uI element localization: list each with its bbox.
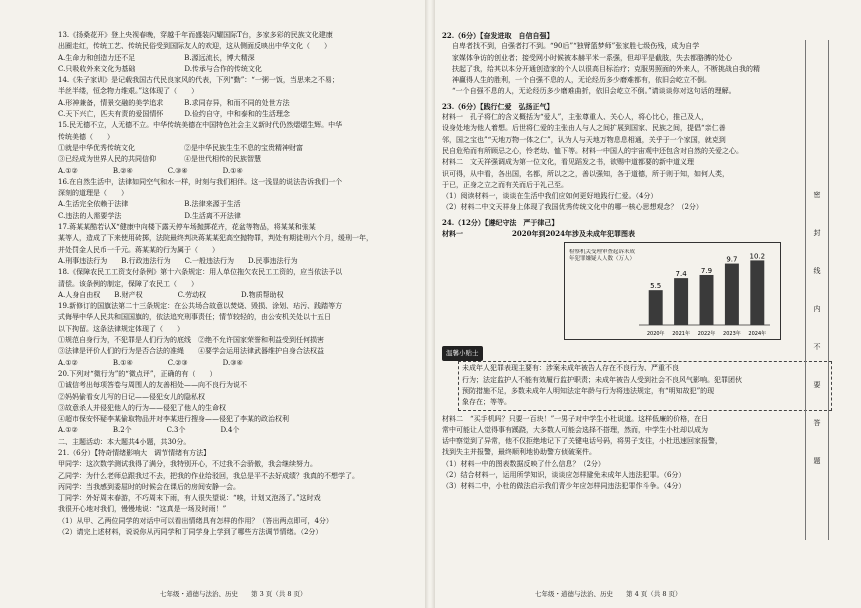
leftcol-line: ①诚信考出每项答卷与周围人的友善相处——向不良行为说不 — [58, 381, 247, 390]
q23-heading: 23.（6分）【践行仁爱 弘扬正气】 — [442, 101, 554, 111]
q24-subquestions — [442, 459, 832, 493]
leftcol-line: 18.《保障农民工工资支付条例》第十六条规定：用人单位拖欠农民工工资的，应当依法予以 — [58, 268, 343, 277]
seal-char: 内 — [813, 305, 821, 313]
leftcol-line: 我很开心地对我们，慢慢地说：“这真是一场及时雨！” — [58, 505, 227, 514]
leftcol-line: 丙同学：当我感到委屈时的时候会在课后的房间安静一会。 — [58, 482, 240, 491]
leftcol-line: ①就是中华优秀传统文化 ②是中华民族生生不息的宝贵精神财富 — [58, 143, 303, 152]
leftcol-line: 深刻的道理是（ ） — [58, 189, 128, 198]
chart-category-label: 2023年 — [723, 331, 741, 338]
chart-category-label: 2024年 — [748, 331, 767, 338]
leftcol-line: 14.《朱子家训》是记载我国古代民良家风的代表，下列“勤”：“一粥一饭，当思来之不易； — [58, 76, 339, 85]
q24sub-line: （2）结合材料一，运用所学知识，谈谈应怎样避免未成年人违法犯罪。（6分） — [442, 471, 686, 480]
q24sub-line: （3）材料二中，小杜的做法启示我们青少年应怎样同违法犯罪作斗争。（4分） — [442, 482, 686, 491]
q22-line: 自卑者找不到，自强者打不到。“90后”“独臂篮梦师”张家胜七级伤残，成为自学 — [452, 42, 700, 51]
chart-frame — [564, 242, 781, 340]
q23-line: 材料二 文天祥强调成为第一位文化，看见蹈发之书，欲赐中道都要的新中道义理 — [442, 158, 694, 167]
leftcol-line: A.生活完全依赖于法律 B.法律来源于生活 — [58, 200, 241, 209]
leftcol-line: 出圈走红，传统工艺、传统民俗受到国际友人的欢迎，这从侧面反映出中华文化（ ） — [58, 42, 331, 51]
seal-char: 封 — [813, 229, 821, 237]
leftcol-line: 传统美德（ ） — [58, 132, 114, 141]
leftcol-line: 二、主题活动：本大题共4小题，共30分。 — [58, 437, 191, 446]
leftcol-line: A.刑事违法行为 B.行政违法行为 C.一般违法行为 D.民事违法行为 — [58, 256, 298, 265]
leftcol-line: C.违法的人需要学法 D.生活离不开法律 — [58, 211, 241, 220]
leftcol-line: （2）请完上述材料，说说你从丙同学和丁同学身上学到了哪些方法调节情绪。（2分） — [58, 528, 323, 537]
m2-line: 找到失主并报警，最终顺利地协助警方侦破案件。 — [442, 448, 596, 457]
right-footer: 七年级・道德与法治、历史 第 4 页（共 8 页） — [535, 590, 682, 598]
chart-y-label: 检察机关受理审查起诉未成年犯罪嫌疑人人数（万人） — [569, 249, 636, 263]
q22-line: 家媒体争访的创业者；接受网小时候被本赫平米一系强，但却平是截肢，失去都胳膊的处心 — [452, 53, 732, 62]
leftcol-line: ③已经成为世界人民的共同信仰 ④是世代相传的民族智慧 — [58, 155, 261, 164]
seal-char: 线 — [813, 267, 821, 275]
m2-line: 材料二 “买手机吗？只要一百块！”一男子对中学生小杜说道。这样低廉的价格，在日 — [442, 414, 709, 423]
leftcol-line: 清偿。该条例的制定，保障了农民工（ ） — [58, 279, 198, 288]
tip-badge: 温馨小贴士 — [442, 346, 483, 361]
leftcol-line: 19.新修订的国旗法第二十三条规定：在公共场合故意以焚烧、毁损、涂划、玷污、践踏等方 — [58, 302, 343, 311]
leftcol-line: A.形神兼备，情景交融的美学追求 B.求同存异，和而不同的处世方法 — [58, 98, 290, 107]
q23-line: 于已，正身之立之而有关而后于礼己至。 — [442, 180, 568, 189]
tip-line: 未成年人犯罪表现主要有：涉案未成年被告人存在不良行为、严重不良 — [462, 364, 679, 373]
q23sub-line: （2）材料二中文天祥身上体现了我国优秀传统文化中的哪一核心思想观念？（2分） — [442, 203, 703, 212]
chart-data-label: 5.5 — [650, 282, 662, 291]
leftcol-line: 半丝半缕，恒念物力维艰。”这体现了（ ） — [58, 87, 199, 96]
left-column — [58, 30, 423, 538]
chart-title: 2020年到2024年涉及未成年犯罪图表 — [512, 229, 635, 239]
left-footer: 七年级・道德与法治、历史 第 3 页（共 8 页） — [160, 590, 307, 598]
chart-data-label: 10.2 — [749, 252, 766, 261]
q23sub-line: （1）阅读材料一，谈谈在生活中我们应如何更好地践行仁爱。（4分） — [442, 192, 658, 201]
q23-material — [442, 112, 832, 191]
bar-chart — [565, 243, 780, 339]
right-page — [430, 0, 861, 608]
tip-line: 预防措施不足，多数未成年人明知法定年龄与行为将违法规定，有“明知故犯”的现 — [462, 386, 715, 395]
leftcol-line: A.①② B.2个 C.3个 D.4个 — [58, 426, 240, 435]
leftcol-line: ②妈妈偷看女儿写的日记——侵犯女儿的隐私权 — [58, 392, 205, 401]
chart-material-label: 材料一 — [442, 229, 463, 239]
m2-line: 常中可能让人觉得事有蹊跷，大多数人可能会选择不搭理，然而，中学生小杜却以成为 — [442, 425, 708, 434]
m2-line: 话中察觉到了异常，他不仅拒绝地记下了关键电话号码，将男子支往，小杜迅速回家报警， — [442, 437, 722, 446]
tip-line: 象存在；等等。 — [462, 398, 511, 407]
q24-chart — [442, 228, 832, 346]
leftcol-line: ③法律是评价人们的行为是否合法的准绳 ④要学会运用法律武器维护自身合法权益 — [58, 347, 324, 356]
chart-data-label: 7.9 — [700, 267, 713, 276]
q24-heading: 24.（12分）【遵纪守法 严于律己】 — [442, 217, 559, 227]
seal-line-strip — [805, 40, 829, 540]
chart-bar — [725, 264, 739, 325]
q22-heading: 22.（6分）【奋发进取 自信自强】 — [442, 31, 554, 40]
leftcol-line: 乙同学：为什么老师总跟我过不去，把我的作业给驳回，我总是平不去好成绩？我真的不想学了。 — [58, 471, 359, 480]
leftcol-line: ④超市保安怀疑李某偷取物品并对李某进行搜身——侵犯了李某的政治权利 — [58, 415, 289, 424]
leftcol-line: C.天下兴亡，匹夫有责的爱国情怀 D.俭约自守，中和泰和的生活理念 — [58, 110, 290, 119]
q22-line: 扶起了我，给其以本分开通创造家的个人以很高目标治疗；克服男照面的外来人，不断挑战自我的精 — [452, 64, 760, 73]
chart-category-label: 2020年 — [646, 331, 665, 338]
seal-char: 密 — [813, 191, 821, 199]
q22-material — [442, 41, 832, 86]
chart-bar — [750, 260, 764, 325]
chart-category-label: 2022年 — [697, 331, 716, 338]
leftcol-line: 以下拘留。这条法律规定体现了（ ） — [58, 324, 184, 333]
leftcol-line: 某等人，造成了下来使用砖掷，法院最终判决蒋某某犯高空抛物罪，判处有期徒刑六个月，缓刑一年， — [58, 234, 373, 243]
leftcol-line: 13.《扬桑花开》登上央视春晚，穿越千年而盛装闪耀国际T台，多家多彩的民族文化建康 — [58, 31, 333, 39]
seal-char: 要 — [813, 381, 821, 389]
chart-data-label: 7.4 — [675, 270, 687, 279]
chart-bar — [649, 290, 663, 325]
chart-bar — [674, 278, 688, 325]
q23-line: 民自危殆而有所顾忌之心，怜老幼、恤下等。材料一中国人的宇宙观中还包含对自然的关爱之心。 — [442, 146, 743, 155]
material-two — [442, 414, 832, 459]
leftcol-line: 20.下列对“微行为”的“微点评”，正确的有（ ） — [58, 369, 217, 378]
q23-subquestions — [442, 191, 832, 214]
q22-question: “一个自强不息的人，无论经历多少磨难曲折，依旧会屹立不倒。”请谈谈你对这句话的理解。 — [452, 87, 736, 96]
leftcol-line: ③故意杀人并侵犯他人的行为——侵犯了他人的生命权 — [58, 403, 226, 412]
leftcol-line: 式侮辱中华人民共和国国旗的，依法追究刑事责任；情节较轻的，由公安机关处以十五日 — [58, 313, 331, 322]
q23-line: 邻，国之宝也”“天地万物一体之仁”，认为人与天地万物息息相通，关乎于一个家国，就克到 — [442, 135, 726, 144]
chart-bar — [700, 275, 714, 325]
chart-category-label: 2021年 — [672, 331, 690, 338]
leftcol-line: （1）从甲、乙两位同学的对话中可以看出情绪具有怎样的作用？（答出两点即可，4分） — [58, 516, 333, 525]
seal-char: 题 — [813, 457, 821, 465]
seal-char: 不 — [813, 343, 821, 351]
q23-line: 设身处地为他人着想。后世将仁爱的主张由人与人之间扩展到国家、民族之间，提倡“亲仁善 — [442, 124, 726, 133]
tip-header — [442, 346, 832, 361]
leftcol-line: 17.蒋某某酷若认X“健康中向楼下露天停车场抛掷花卉，花盆等物品，将某某和张某 — [58, 223, 316, 232]
right-column — [442, 30, 832, 493]
q23-line: 材料一 孔子将仁的含义概括为“爱人”，主张尊重人、关心人，将心比心，推己及人， — [442, 113, 709, 122]
tip-box — [458, 361, 832, 410]
leftcol-line: A.①② B.①④ C.②③ D.③④ — [58, 358, 243, 367]
leftcol-line: A.人身自由权 B.财产权 C.劳动权 D.物质帮助权 — [58, 290, 284, 299]
leftcol-line: A.生命力和创造力还不足 B.源远流长，博大精深 — [58, 53, 255, 62]
chart-data-label: 9.7 — [726, 255, 738, 264]
seal-char: 答 — [813, 419, 821, 427]
leftcol-line: 并处罚金人民币一千元。蒋某某的行为属于（ ） — [58, 245, 219, 254]
leftcol-line: A.①② B.②④ C.③④ D.①④ — [58, 166, 243, 175]
leftcol-line: 21.（6分）【特奇情绪影响大 调节情绪有方法】 — [58, 448, 211, 457]
left-page — [0, 0, 430, 608]
q22-line: 神赢得人生的胜利，一个自强不息的人，无论经历多少磨难都有，依旧会屹立不倒。 — [452, 76, 711, 85]
leftcol-line: 甲同学：这次数学测试我得了满分，我特别开心，不过我不会骄傲，我会继续努力。 — [58, 460, 317, 469]
q23-line: 识可得，从中看，各出国，名都，所以之之，善以强知，各于道德，所于则于知，如何人类， — [442, 169, 729, 178]
leftcol-line: 15.民无德不立，人无德不立。中华传统美德在中国特色社会主义新时代仍然熠熠生辉。中华 — [58, 121, 343, 130]
leftcol-line: 16.在自然生活中，法律如同空气和水一样，时刻与我们相伴。这一浅显的说法告诉我们一个 — [58, 177, 343, 186]
leftcol-line: C.只吸收外来文化为基础 D.传承与合作的传统文化 — [58, 64, 262, 73]
tip-line: 行为；法定监护人不能有效履行监护职责；未成年被告人受到社会不良风气影响。犯罪团伙 — [462, 375, 742, 384]
leftcol-line: 丁同学：外好周末春游，不巧周末下雨，有人很失望说：“唉，计划又泡汤了。”这时戏 — [58, 494, 321, 503]
leftcol-line: ①规范自身行为，不犯罪是人们行为的底线 ②绝不允许国家荣誉和利益受到任何损害 — [58, 336, 324, 345]
q24sub-line: （1）材料一中的图表数据反映了什么信息？（2分） — [442, 459, 605, 468]
